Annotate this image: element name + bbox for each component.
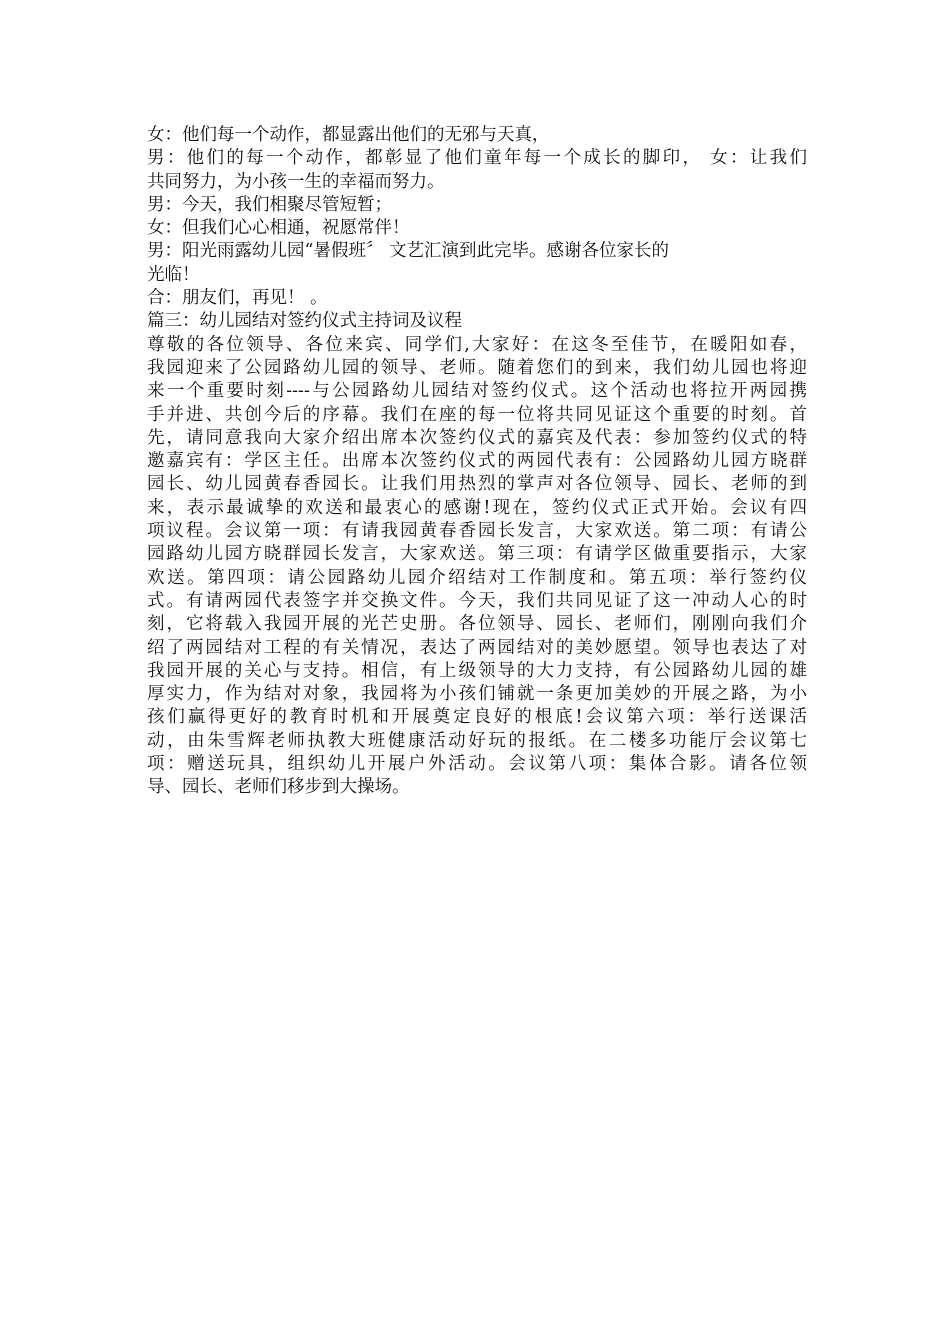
text-line: 我园开展的关心与支持。相信，有上级领导的大力支持，有公园路幼儿园的雄 <box>147 660 807 681</box>
text-line: 共同努力，为小孩一生的幸福而努力。 <box>147 171 445 192</box>
text-line: 男：今天，我们相聚尽管短暂； <box>147 194 392 215</box>
text-line: 篇三：幼儿园结对签约仪式主持词及议程 <box>147 311 462 332</box>
text-line: 光临！ <box>147 264 200 285</box>
text-line: 来一个重要时刻----与公园路幼儿园结对签约仪式。这个活动也将拉开两园携 <box>147 381 807 402</box>
text-line: 式。有请两园代表签字并交换文件。今天，我们共同见证了这一冲动人心的时 <box>147 590 807 611</box>
text-line: 男：他们的每一个动作，都彰显了他们童年每一个成长的脚印， 女：让我们 <box>147 148 807 169</box>
text-line: 绍了两园结对工程的有关情况，表达了两园结对的美妙愿望。领导也表达了对 <box>147 637 807 658</box>
text-line: 女：但我们心心相通，祝愿常伴！ <box>147 218 410 239</box>
text-line: 尊敬的各位领导、各位来宾、同学们,大家好：在这冬至佳节，在暖阳如春， <box>147 334 807 355</box>
text-line: 我园迎来了公园路幼儿园的领导、老师。随着您们的到来，我们幼儿园也将迎 <box>147 357 807 378</box>
text-line: 项议程。会议第一项：有请我园黄春香园长发言，大家欢送。第二项：有请公 <box>147 521 807 542</box>
text-line: 合：朋友们，再见！ 。 <box>147 288 328 309</box>
text-line: 导、园长、老师们移步到大操场。 <box>147 777 410 798</box>
text-line: 动，由朱雪辉老师执教大班健康活动好玩的报纸。在二楼多功能厅会议第七 <box>147 730 807 751</box>
text-line: 厚实力，作为结对对象，我园将为小孩们铺就一条更加美妙的开展之路，为小 <box>147 684 807 705</box>
text-line: 刻，它将载入我园开展的光芒史册。各位领导、园长、老师们，刚刚向我们介 <box>147 614 807 635</box>
text-line: 男：阳光雨露幼儿园“暑假班〞 文艺汇演到此完毕。感谢各位家长的 <box>147 241 670 262</box>
text-line: 手并进、共创今后的序幕。我们在座的每一位将共同见证这个重要的时刻。首 <box>147 404 807 425</box>
text-line: 邀嘉宾有：学区主任。出席本次签约仪式的两园代表有：公园路幼儿园方晓群 <box>147 451 807 472</box>
text-line: 来，表示最诚挚的欢送和最衷心的感谢!现在，签约仪式正式开始。会议有四 <box>147 497 807 518</box>
body-text <box>147 124 807 800</box>
text-line: 女：他们每一个动作，都显露出他们的无邪与天真， <box>147 125 550 145</box>
text-line: 孩们赢得更好的教育时机和开展奠定良好的根底!会议第六项：举行送课活 <box>147 707 807 728</box>
text-line: 园长、幼儿园黄春香园长。让我们用热烈的掌声对各位领导、园长、老师的到 <box>147 474 807 495</box>
text-line: 项：赠送玩具，组织幼儿开展户外活动。会议第八项：集体合影。请各位领 <box>147 754 807 775</box>
text-line: 先，请同意我向大家介绍出席本次签约仪式的嘉宾及代表：参加签约仪式的特 <box>147 427 807 448</box>
text-line: 园路幼儿园方晓群园长发言，大家欢送。第三项：有请学区做重要指示，大家 <box>147 544 807 565</box>
text-line: 欢送。第四项：请公园路幼儿园介绍结对工作制度和。第五项：举行签约仪 <box>147 567 807 588</box>
